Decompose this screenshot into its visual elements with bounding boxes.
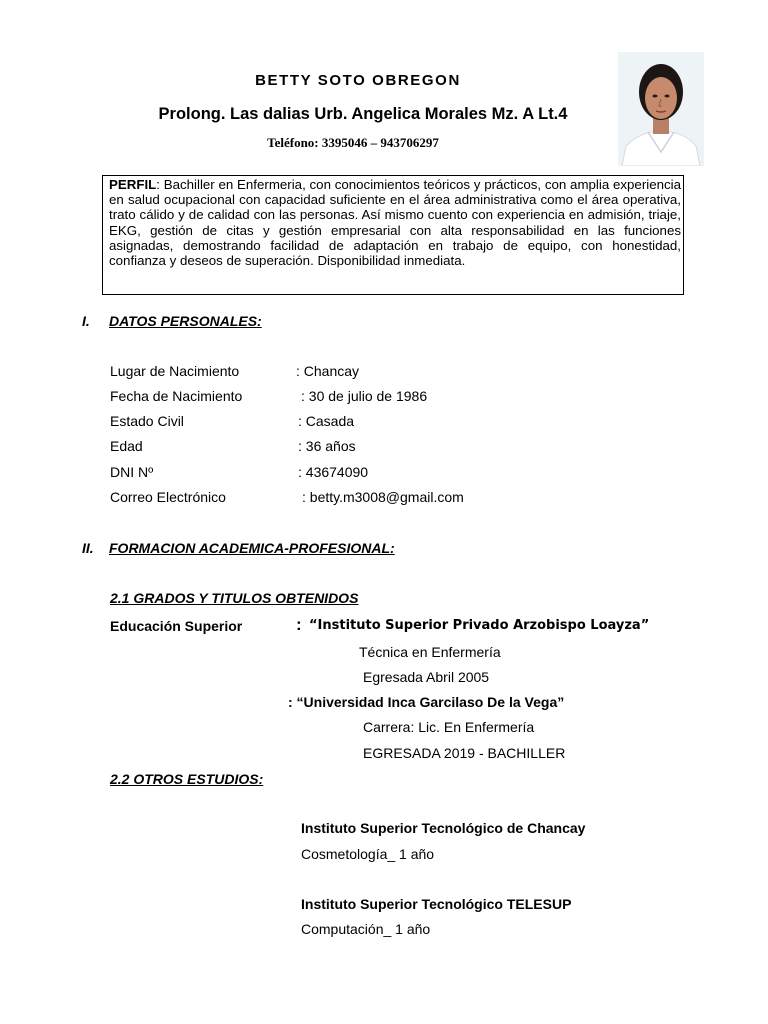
institution-name: : “Universidad Inca Garcilaso De la Vega” xyxy=(288,694,565,710)
other-study-name: Instituto Superior Tecnológico TELESUP xyxy=(301,896,572,912)
other-studies-heading: 2.2 OTROS ESTUDIOS: xyxy=(110,771,264,787)
personal-label: Lugar de Nacimiento xyxy=(110,363,240,379)
personal-label: Correo Electrónico xyxy=(110,489,226,505)
profile-label: PERFIL xyxy=(109,177,157,192)
personal-label: DNI Nº xyxy=(110,464,154,480)
institution-name: “Instituto Superior Privado Arzobispo Loayza” xyxy=(309,618,650,633)
higher-ed-colon: : xyxy=(296,615,302,634)
other-study-detail: Computación_ 1 año xyxy=(301,921,431,937)
personal-value: : betty.m3008@gmail.com xyxy=(302,489,464,505)
personal-value: : Chancay xyxy=(296,363,360,379)
institution-detail: Técnica en Enfermería xyxy=(359,644,501,660)
section-title: FORMACION ACADEMICA-PROFESIONAL: xyxy=(109,540,395,556)
personal-label: Edad xyxy=(110,438,143,454)
personal-label: Fecha de Nacimiento xyxy=(110,388,243,404)
personal-value: : Casada xyxy=(298,413,355,429)
candidate-address: Prolong. Las dalias Urb. Angelica Morales Mz. A Lt.4 xyxy=(158,105,568,123)
candidate-phone: Teléfono: 3395046 – 943706297 xyxy=(267,135,439,150)
institution-detail: Egresada Abril 2005 xyxy=(363,669,490,685)
institution-detail: EGRESADA 2019 - BACHILLER xyxy=(363,745,566,761)
section-title: DATOS PERSONALES: xyxy=(109,313,262,329)
profile-text: : Bachiller en Enfermeria, con conocimientos teóricos y prácticos, con amplia experiencia en salud ocupacional con capacidad suficiente en el área administrativa como el área operativa, trato cálido y de calidad con las personas. Así mismo cuento con experiencia en admisión, triaje, EKG, gestión de citas y gestión empresarial con alta responsabilidad en las funciones asignadas, demostrando facilidad de adaptación en trabajo de equipo, con honestidad, confianza y deseos de superación. Disponibilidad inmediata. xyxy=(109,177,681,269)
personal-value: : 36 años xyxy=(298,438,356,454)
personal-label: Estado Civil xyxy=(110,413,184,429)
degrees-heading: 2.1 GRADOS Y TITULOS OBTENIDOS xyxy=(110,590,359,606)
personal-value: : 43674090 xyxy=(298,464,369,480)
candidate-name: BETTY SOTO OBREGON xyxy=(255,72,461,89)
section-number: I. xyxy=(82,313,90,329)
section-number: II. xyxy=(82,540,94,556)
other-study-name: Instituto Superior Tecnológico de Chancay xyxy=(301,820,586,836)
other-study-detail: Cosmetología_ 1 año xyxy=(301,846,435,862)
profile-box xyxy=(102,175,684,295)
institution-detail: Carrera: Lic. En Enfermería xyxy=(363,719,535,735)
personal-value: : 30 de julio de 1986 xyxy=(301,388,428,404)
person-photo-icon xyxy=(618,52,704,166)
higher-ed-label: Educación Superior xyxy=(110,618,243,634)
